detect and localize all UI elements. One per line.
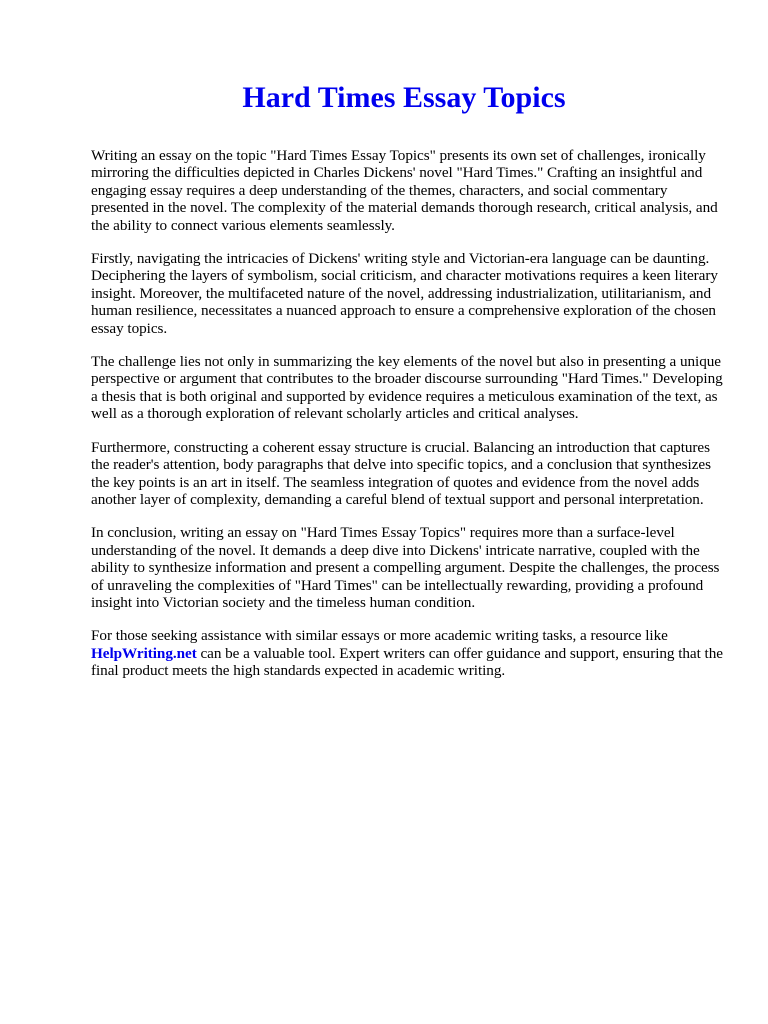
paragraph-intro: Writing an essay on the topic "Hard Times Essay Topics" presents its own set of challenges, ironically mirroring the difficulties depicted in Charles Dickens' novel "Hard Times." Crafting an insightful and engaging essay requires a deep understanding of the themes, characters, and social commentary presented in the novel. The complexity of the material demands thorough research, critical analysis, and the ability to connect various elements seamlessly. (91, 147, 718, 234)
resource-text-before: For those seeking assistance with similar essays or more academic writing tasks, a resource like (91, 627, 668, 645)
paragraph-furthermore: Furthermore, constructing a coherent essay structure is crucial. Balancing an introduction that captures the reader's attention, body paragraphs that delve into specific topics, and a conclusion that synthesizes the key points is an art in itself. The seamless integration of quotes and evidence from the novel adds another layer of complexity, demanding a careful blend of textual support and personal interpretation. (91, 438, 711, 508)
paragraph-firstly: Firstly, navigating the intricacies of Dickens' writing style and Victorian-era language can be daunting. Deciphering the layers of symbolism, social criticism, and character motivations requires a keen literary insight. Moreover, the multifaceted nature of the novel, addressing industrialization, utilitarianism, and human resilience, necessitates a nuanced approach to ensure a comprehensive exploration of the chosen essay topics. (91, 250, 718, 337)
resource-text-after: can be a valuable tool. Expert writers can offer guidance and support, ensuring that the final product meets the high standards expected in academic writing. (91, 644, 723, 680)
paragraph-challenge: The challenge lies not only in summarizing the key elements of the novel but also in presenting a unique perspective or argument that contributes to the broader discourse surrounding "Hard Times." Developing a thesis that is both original and supported by evidence requires a meticulous examination of the text, as well as a thorough exploration of relevant scholarly articles and critical analyses. (91, 353, 723, 423)
paragraph-resource (91, 627, 727, 679)
paragraph-conclusion: In conclusion, writing an essay on "Hard Times Essay Topics" requires more than a surface-level understanding of the novel. It demands a deep dive into Dickens' intricate narrative, coupled with the ability to synthesize information and present a compelling argument. Despite the challenges, the process of unraveling the complexities of "Hard Times" can be intellectually rewarding, providing a profound insight into Victorian society and the timeless human condition. (91, 524, 720, 611)
helpwriting-link[interactable]: HelpWriting.net (91, 644, 197, 662)
document-page (91, 0, 727, 680)
page-title: Hard Times Essay Topics (242, 81, 566, 114)
